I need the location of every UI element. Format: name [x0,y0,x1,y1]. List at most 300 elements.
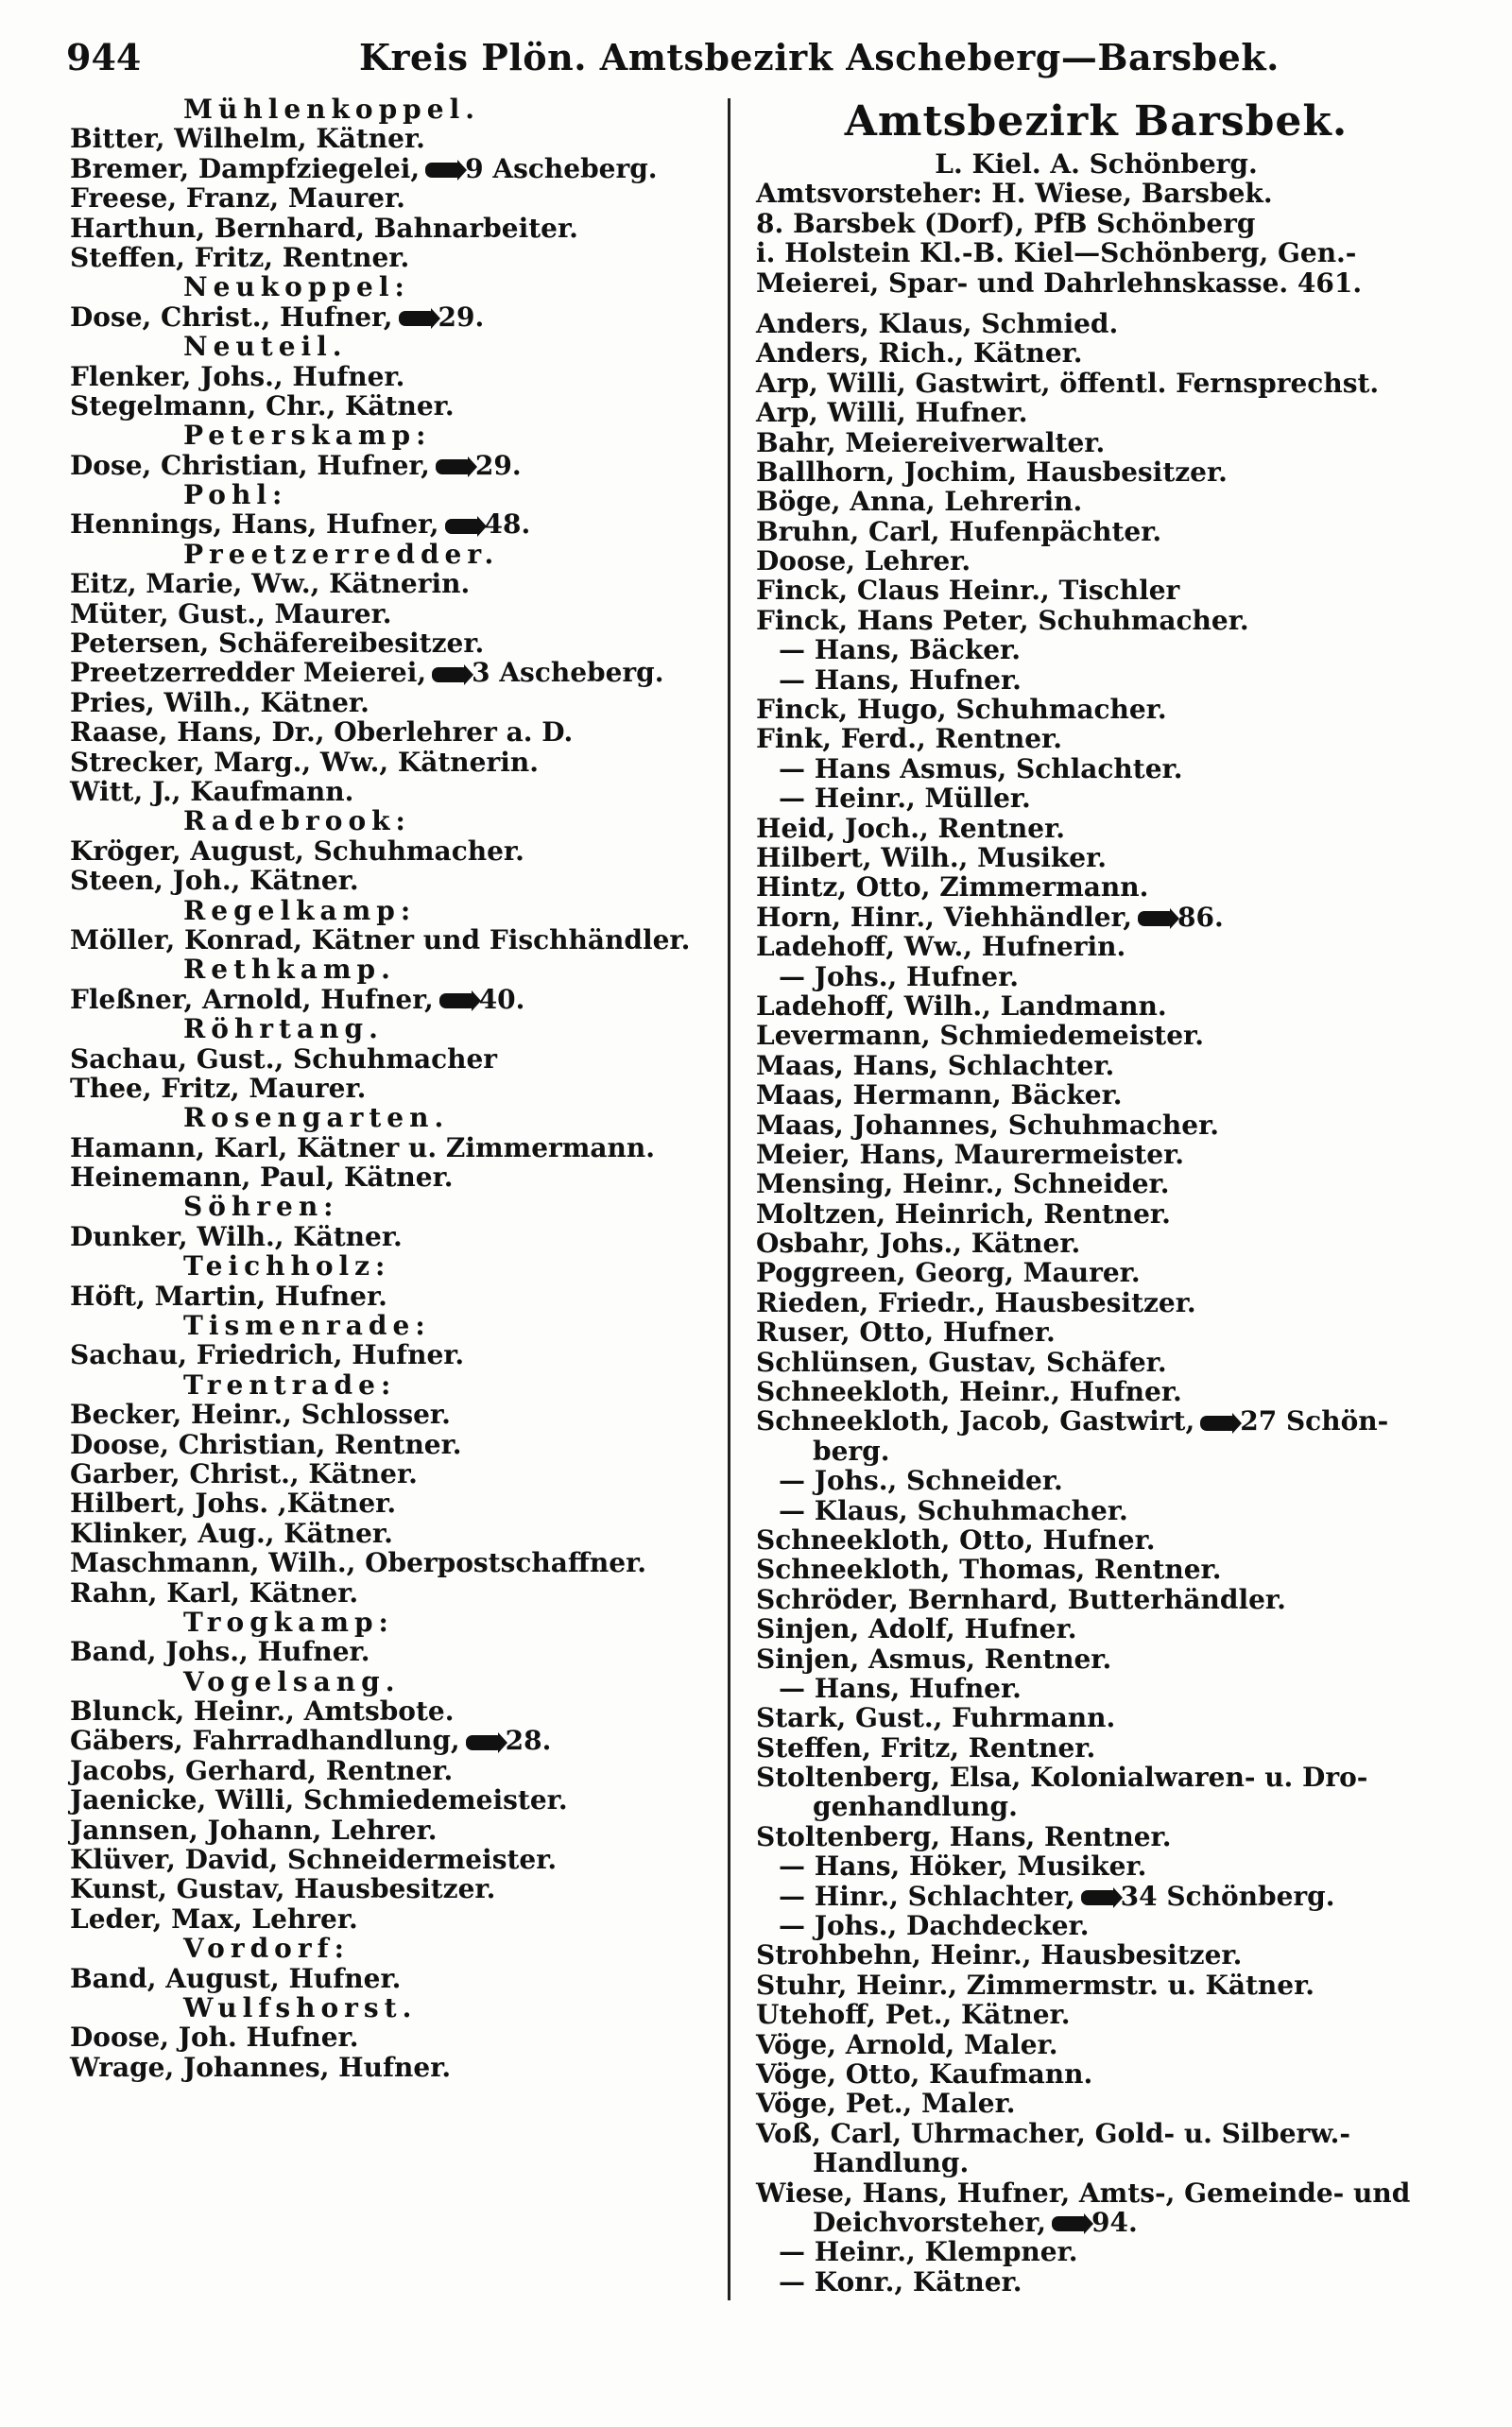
entry-text: Ballhorn, Jochim, Hausbesitzer. [756,456,1228,488]
entry-text: Steffen, Fritz, Rentner. [70,241,410,273]
entry-text: Ladehoff, Ww., Hufnerin. [756,931,1126,963]
entry-text: Trentrade: [183,1368,397,1401]
entry-continuation [756,2148,1436,2177]
section-subtitle: L. Kiel. A. Schönberg. [935,148,1258,180]
directory-entry [756,635,1436,664]
section-title: Amtsbezirk Barsbek. [844,97,1349,146]
phone-number: 40. [478,983,525,1015]
directory-entry [756,1882,1436,1911]
directory-entry [756,1406,1436,1436]
entry-continuation [756,1792,1436,1821]
telephone-hand-icon [1138,911,1172,926]
telephone-hand-icon [1200,1416,1234,1431]
entry-text: Raase, Hans, Dr., Oberlehrer a. D. [70,716,574,749]
entry-text: Harthun, Bernhard, Bahnarbeiter. [70,212,578,244]
directory-entry [70,1696,713,1726]
directory-entry [70,302,713,332]
entry-text: Rethkamp. [183,954,396,986]
entry-text: Schlünsen, Gustav, Schäfer. [756,1346,1167,1378]
entry-text: Böge, Anna, Lehrerin. [756,486,1083,518]
page-number: 944 [66,36,142,78]
directory-entry [756,1940,1436,1970]
entry-text: Band, August, Hufner. [70,1962,402,1994]
directory-entry [756,1614,1436,1644]
telephone-hand-icon [436,459,470,474]
directory-entry [756,783,1436,813]
place-heading [70,1934,713,1963]
entry-text: Fink, Ferd., Rentner. [756,723,1062,755]
entry-text: Kunst, Gustav, Hausbesitzer. [70,1873,496,1905]
entry-text: — Klaus, Schuhmacher. [779,1494,1128,1526]
directory-entry [70,154,713,183]
directory-entry [756,2267,1436,2297]
entry-text: Dose, Christian, Hufner, [70,449,430,481]
directory-entry [756,309,1436,338]
directory-entry [70,1222,713,1251]
entry-text: Heinemann, Paul, Kätner. [70,1162,454,1194]
entry-text: Schröder, Bernhard, Butterhändler. [756,1583,1286,1615]
entry-text: Thee, Fritz, Maurer. [70,1072,367,1104]
entry-text: Röhrtang. [183,1013,384,1045]
directory-entry [70,836,713,866]
directory-entry [756,2119,1436,2148]
directory-entry [756,872,1436,902]
entry-text: Kröger, August, Schuhmacher. [70,835,524,867]
entry-text: Ruser, Otto, Hufner. [756,1317,1056,1349]
directory-entry [756,1466,1436,1495]
place-heading [70,1608,713,1637]
phone-number: 9 Ascheberg. [465,152,658,184]
entry-text: Steffen, Fritz, Rentner. [756,1731,1096,1764]
entry-text: Meier, Hans, Maurermeister. [756,1138,1185,1170]
directory-entry [70,777,713,806]
directory-entry [756,369,1436,398]
entry-text: Jacobs, Gerhard, Rentner. [70,1754,454,1786]
entry-text: Anders, Klaus, Schmied. [756,307,1119,339]
entry-text: Stuhr, Heinr., Zimmermstr. u. Kätner. [756,1969,1315,2001]
page-header [66,26,1446,83]
directory-entry [70,1133,713,1162]
place-heading [70,1311,713,1340]
entry-text: Anders, Rich., Kätner. [756,337,1083,370]
entry-text: Bremer, Dampfziegelei, [70,152,421,184]
entry-text: Handlung. [813,2147,970,2179]
entry-text: Wiese, Hans, Hufner, Amts-, Gemeinde- und [756,2177,1411,2209]
directory-entry [756,1317,1436,1347]
entry-text: Klüver, David, Schneidermeister. [70,1844,558,1876]
entry-text: Bruhn, Carl, Hufenpächter. [756,515,1162,547]
entry-text: Utehoff, Pet., Kätner. [756,1999,1071,2031]
right-column [756,95,1436,2297]
directory-entry [70,1964,713,1993]
directory-entry [756,517,1436,546]
entry-text: Sachau, Friedrich, Hufner. [70,1339,465,1371]
directory-entry [756,1199,1436,1229]
directory-entry [756,1703,1436,1732]
entry-text: Hilbert, Johs. ,Kätner. [70,1488,397,1520]
entry-text: — Hinr., Schlachter, [779,1880,1075,1912]
directory-entry [756,1021,1436,1050]
place-heading [70,806,713,835]
directory-entry [756,1348,1436,1377]
entry-text: Rieden, Friedr., Hausbesitzer. [756,1286,1196,1318]
entry-text: Vordorf: [183,1933,350,1965]
directory-entry [756,2030,1436,2059]
entry-text: Arp, Willi, Hufner. [756,397,1028,429]
directory-entry [756,1051,1436,1080]
telephone-hand-icon [432,667,466,682]
directory-entry [70,628,713,658]
entry-continuation [756,2208,1436,2237]
entry-text: Wrage, Johannes, Hufner. [70,2051,452,2083]
telephone-hand-icon [439,993,473,1008]
directory-entry [70,688,713,717]
directory-entry [70,866,713,895]
entry-text: Jaenicke, Willi, Schmiedemeister. [70,1784,568,1816]
directory-entry [756,2089,1436,2118]
directory-entry [756,1288,1436,1317]
place-heading [70,540,713,569]
entry-text: Neuteil. [183,331,348,363]
entry-text: Bitter, Wilhelm, Kätner. [70,123,425,155]
entry-text: Stoltenberg, Elsa, Kolonialwaren- u. Dro- [756,1762,1368,1794]
place-heading [70,1192,713,1221]
entry-text: Becker, Heinr., Schlosser. [70,1399,451,1431]
entry-text: — Heinr., Müller. [779,783,1031,815]
entry-text: Strecker, Marg., Ww., Kätnerin. [70,746,539,778]
directory-entry [70,1726,713,1755]
entry-text: Pries, Wilh., Kätner. [70,686,369,718]
entry-text: Witt, J., Kaufmann. [70,775,354,807]
entry-text: Doose, Lehrer. [756,545,971,577]
place-heading [70,332,713,361]
directory-entry [70,599,713,628]
directory-entry [756,1911,1436,1940]
entry-text: Osbahr, Johs., Kätner. [756,1228,1081,1260]
entry-text: Levermann, Schmiedemeister. [756,1020,1204,1052]
entry-text: — Hans, Bäcker. [779,634,1021,666]
entry-text: Regelkamp: [183,894,417,926]
telephone-hand-icon [445,519,479,534]
directory-entry [756,1229,1436,1258]
directory-entry [70,1074,713,1103]
directory-entry [756,1674,1436,1703]
directory-entry [756,2178,1436,2208]
entry-text: Söhren: [183,1191,339,1223]
entry-text: Doose, Joh. Hufner. [70,2022,359,2054]
entry-text: Mensing, Heinr., Schneider. [756,1168,1170,1200]
phone-number: 34 Schönberg. [1120,1880,1335,1912]
directory-entry [756,1822,1436,1851]
phone-number: 29. [438,301,485,333]
entry-text: Maas, Johannes, Schuhmacher. [756,1109,1220,1141]
entry-text: Preetzerredder. [183,538,500,570]
entry-text: Sinjen, Asmus, Rentner. [756,1643,1112,1675]
directory-entry [70,748,713,777]
place-heading [70,1667,713,1696]
directory-entry [70,1430,713,1459]
directory-entry [756,843,1436,872]
entry-text: — Johs., Dachdecker. [779,1910,1090,1942]
entry-text: — Johs., Hufner. [779,960,1019,992]
entry-text: Pohl: [183,479,288,511]
directory-entry [756,1140,1436,1169]
directory-entry [756,1763,1436,1792]
place-heading [70,1993,713,2022]
directory-entry [70,1459,713,1489]
place-heading [70,272,713,301]
place-heading [70,1251,713,1281]
telephone-hand-icon [399,311,433,326]
entry-text: Schneekloth, Otto, Hufner. [756,1523,1156,1556]
place-heading [70,1014,713,1043]
phone-number: 86. [1177,901,1224,933]
entry-text: Leder, Max, Lehrer. [70,1902,358,1935]
directory-entry [70,1756,713,1785]
entry-text: Ladehoff, Wilh., Landmann. [756,990,1167,1022]
directory-entry [756,2000,1436,2029]
directory-entry [70,183,713,213]
directory-entry [70,1044,713,1074]
directory-entry [70,362,713,391]
directory-entry [756,576,1436,605]
directory-entry [756,1080,1436,1110]
entry-text: Trogkamp: [183,1606,394,1638]
entry-text: — Johs., Schneider. [779,1465,1063,1497]
directory-entry [756,991,1436,1021]
directory-entry [70,1340,713,1369]
directory-entry [756,1733,1436,1763]
telephone-hand-icon [466,1735,500,1750]
entry-text: Finck, Claus Heinr., Tischler [756,575,1180,607]
directory-entry [70,2022,713,2052]
directory-entry [756,754,1436,783]
entry-text: Wulfshorst. [183,1992,418,2023]
telephone-hand-icon [425,163,459,178]
directory-entry [70,1489,713,1518]
entry-text: Horn, Hinr., Viehhändler, [756,901,1133,933]
directory-entry [70,1400,713,1429]
entry-text: Jannsen, Johann, Lehrer. [70,1814,438,1846]
directory-entry [756,1585,1436,1614]
entry-text: — Hans, Hufner. [779,663,1022,696]
directory-entry [70,1162,713,1192]
directory-entry [756,338,1436,368]
directory-entry [756,487,1436,516]
directory-entry [70,985,713,1014]
entry-text: Petersen, Schäfereibesitzer. [70,628,485,660]
entry-text: Rosengarten. [183,1102,450,1134]
directory-entry [756,903,1436,932]
entry-text: Maschmann, Wilh., Oberpostschaffner. [70,1547,646,1579]
directory-entry [70,1637,713,1666]
entry-text: Stoltenberg, Hans, Rentner. [756,1820,1172,1852]
entry-text: Flenker, Johs., Hufner. [70,360,405,392]
directory-entry [70,658,713,687]
entry-text: Tismenrade: [183,1310,431,1342]
entry-text: Dose, Christ., Hufner, [70,301,393,333]
entry-text: Peterskamp: [183,420,432,452]
entry-text: — Hans Asmus, Schlachter. [779,752,1183,784]
phone-number: 29. [474,449,522,481]
directory-entry [756,695,1436,724]
entry-text: Müter, Gust., Maurer. [70,597,392,629]
directory-entry [70,1904,713,1934]
directory-entry [756,1169,1436,1198]
entry-text: Rahn, Karl, Kätner. [70,1576,359,1609]
entry-text: Vogelsang. [183,1665,401,1697]
place-heading [70,480,713,509]
directory-entry [756,428,1436,457]
entry-text: Hamann, Karl, Kätner u. Zimmermann. [70,1131,656,1163]
directory-entry [756,2237,1436,2266]
entry-text: Blunck, Heinr., Amtsbote. [70,1695,455,1728]
entry-text: Strohbehn, Heinr., Hausbesitzer. [756,1939,1243,1971]
entry-text: Stark, Gust., Fuhrmann. [756,1702,1116,1734]
directory-entry [70,1845,713,1874]
directory-entry [756,457,1436,487]
entry-text: Garber, Christ., Kätner. [70,1457,418,1489]
directory-entry [756,962,1436,991]
entry-text: Arp, Willi, Gastwirt, öffentl. Fernsprechst. [756,367,1380,399]
entry-text: Maas, Hans, Schlachter. [756,1049,1115,1081]
entry-text: — Hans, Hufner. [779,1672,1022,1704]
intro-line: Meierei, Spar- und Dahrlehnskasse. 461. [756,267,1363,299]
entry-text: Mühlenkoppel. [183,94,480,125]
directory-entry [756,546,1436,576]
place-heading [70,955,713,984]
directory-entry [70,1282,713,1311]
phone-number: 27 Schön- [1240,1405,1389,1437]
place-heading [70,1103,713,1132]
place-heading [70,1370,713,1400]
entry-text: Gäbers, Fahrradhandlung, [70,1725,460,1757]
entry-text: Moltzen, Heinrich, Rentner. [756,1197,1171,1230]
entry-text: Möller, Konrad, Kätner und Fischhändler. [70,923,691,955]
entry-text: Poggreen, Georg, Maurer. [756,1257,1141,1289]
directory-entry [70,1578,713,1608]
entry-text: Schneekloth, Jacob, Gastwirt, [756,1405,1195,1437]
directory-entry [756,1496,1436,1525]
directory-entry [756,1644,1436,1674]
entry-text: Schneekloth, Heinr., Hufner. [756,1376,1182,1408]
entry-text: Hilbert, Wilh., Musiker. [756,841,1108,873]
entry-text: — Hans, Höker, Musiker. [779,1850,1147,1883]
directory-entry [70,214,713,243]
entry-text: Sachau, Gust., Schuhmacher [70,1042,498,1075]
entry-text: Eitz, Marie, Ww., Kätnerin. [70,568,471,600]
amtsvorsteher-line: Amtsvorsteher: H. Wiese, Barsbek. [756,178,1273,210]
directory-entry [756,1525,1436,1555]
column-divider [728,98,730,2300]
entry-text: Finck, Hugo, Schuhmacher. [756,694,1167,726]
directory-entry [756,606,1436,635]
directory-entry [70,1874,713,1903]
directory-entry [756,1258,1436,1287]
intro-line: 8. Barsbek (Dorf), PfB Schönberg [756,207,1256,239]
entry-text: Deichvorsteher, [813,2206,1046,2238]
entry-text: Vöge, Arnold, Maler. [756,2028,1058,2060]
directory-entry [756,398,1436,427]
entry-text: Stegelmann, Chr., Kätner. [70,389,455,422]
entry-text: Maas, Hermann, Bäcker. [756,1079,1123,1111]
entry-text: Schneekloth, Thomas, Rentner. [756,1554,1222,1586]
directory-entry [756,665,1436,695]
entry-text: Steen, Joh., Kätner. [70,865,359,897]
phone-number: 48. [484,508,531,541]
entry-text: Heid, Joch., Rentner. [756,812,1066,844]
entry-text: — Konr., Kätner. [779,2265,1022,2298]
entry-continuation [756,1437,1436,1466]
entry-text: Höft, Martin, Hufner. [70,1280,387,1312]
entry-text: Hintz, Otto, Zimmermann. [756,871,1149,904]
entry-text: Hennings, Hans, Hufner, [70,508,439,541]
directory-entry [756,1851,1436,1881]
entry-text: Voß, Carl, Uhrmacher, Gold- u. Silberw.- [756,2117,1350,2149]
entry-text: Bahr, Meiereiverwalter. [756,426,1106,458]
directory-entry [756,932,1436,961]
directory-entry [756,724,1436,753]
phone-number: 3 Ascheberg. [472,657,664,689]
entry-text: Finck, Hans Peter, Schuhmacher. [756,604,1249,636]
directory-entry [70,1816,713,1845]
directory-entry [756,1110,1436,1140]
entry-text: — Heinr., Klempner. [779,2236,1078,2268]
directory-entry [70,1519,713,1548]
directory-entry [756,1555,1436,1584]
directory-entry [756,2059,1436,2089]
place-heading [70,896,713,925]
directory-entry [70,451,713,480]
right-entries [756,309,1436,2297]
entry-text: Neukoppel: [183,271,410,303]
entry-text: Radebrook: [183,805,411,837]
directory-entry [70,2053,713,2082]
telephone-hand-icon [1052,2216,1086,2231]
directory-entry [756,1377,1436,1406]
intro-line: i. Holstein Kl.-B. Kiel—Schönberg, Gen.- [756,237,1357,269]
directory-entry [70,569,713,598]
entry-text: Sinjen, Adolf, Hufner. [756,1613,1077,1645]
entry-text: Vöge, Pet., Maler. [756,2088,1016,2120]
directory-entry [70,124,713,153]
entry-text: Freese, Franz, Maurer. [70,182,405,215]
place-heading [70,95,713,124]
entry-text: Teichholz: [183,1250,391,1282]
place-heading [70,421,713,450]
directory-entry [756,814,1436,843]
phone-number: 94. [1091,2206,1138,2238]
entry-text: Preetzerredder Meierei, [70,657,427,689]
left-column [70,95,713,2082]
directory-entry [70,717,713,747]
directory-entry [70,243,713,272]
directory-entry [70,1548,713,1577]
entry-text: Dunker, Wilh., Kätner. [70,1220,403,1252]
entry-text: Vöge, Otto, Kaufmann. [756,2058,1093,2090]
directory-entry [756,1971,1436,2000]
directory-entry [70,1785,713,1815]
phone-number: 28. [505,1725,552,1757]
entry-text: Fleßner, Arnold, Hufner, [70,983,434,1015]
directory-entry [70,925,713,955]
running-title: Kreis Plön. Amtsbezirk Ascheberg—Barsbek. [359,36,1280,78]
entry-text: Doose, Christian, Rentner. [70,1428,462,1460]
directory-entry [70,509,713,539]
entry-text: Band, Johs., Hufner. [70,1636,370,1668]
entry-text: genhandlung. [813,1791,1018,1823]
entry-text: Klinker, Aug., Kätner. [70,1517,393,1549]
